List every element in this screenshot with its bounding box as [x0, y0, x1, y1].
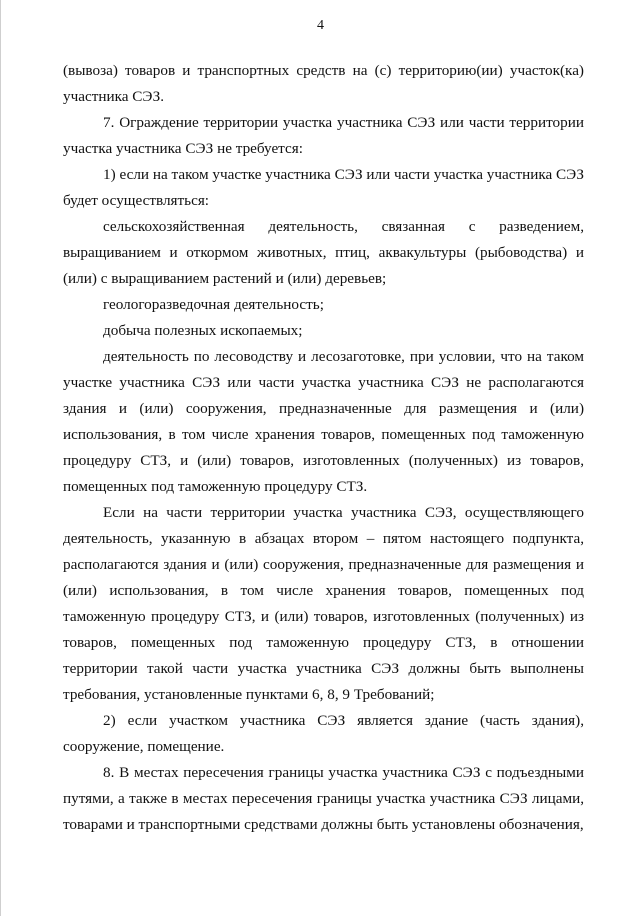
- paragraph-subitem-1: 1) если на таком участке участника СЭЗ или части участка участника СЭЗ будет осуществляться:: [63, 166, 584, 209]
- paragraph-agriculture: сельскохозяйственная деятельность, связанная с разведением, выращиванием и откормом животных, птиц, аквакультуры (рыбоводства) и (или) с выращиванием растений и (или) деревьев;: [63, 218, 584, 287]
- paragraph-geology: геологоразведочная деятельность;: [103, 296, 324, 313]
- paragraph-item-8: 8. В местах пересечения границы участка участника СЭЗ с подъездными путями, а также в местах пересечения границы участка участника СЭЗ лицами, товарами и транспортными средствами должны быть установлены обозначения,: [63, 764, 584, 833]
- paragraph-continuation: (вывоза) товаров и транспортных средств на (с) территорию(ии) участок(ка) участника СЭЗ.: [63, 62, 584, 105]
- paragraph-subitem-2: 2) если участком участника СЭЗ является здание (часть здания), сооружение, помещение.: [63, 712, 584, 755]
- paragraph-mining: добыча полезных ископаемых;: [103, 322, 303, 339]
- paragraph-forestry: деятельность по лесоводству и лесозаготовке, при условии, что на таком участке участника СЭЗ или части участка участника СЭЗ не располагаются здания и (или) сооружения, предназначенные для размещения и (или) использования, в том числе хранения товаров, помещенных под таможенную процедуру СТЗ, и (или) товаров, изготовленных (полученных) из товаров, помещенных под таможенную процедуру СТЗ.: [63, 348, 584, 495]
- paragraph-if-part: Если на части территории участка участника СЭЗ, осуществляющего деятельность, указанную в абзацах втором – пятом настоящего подпункта, располагаются здания и (или) сооружения, предназначенные для размещения и (или) использования, в том числе хранения товаров, помещенных под таможенную процедуру СТЗ, и (или) товаров, изготовленных (полученных) из товаров, помещенных под таможенную процедуру СТЗ, в отношении территории такой части участка участника СЭЗ должны быть выполнены требования, установленные пунктами 6, 8, 9 Требований;: [63, 504, 584, 703]
- page-number: 4: [317, 18, 324, 33]
- paragraph-item-7: 7. Ограждение территории участка участника СЭЗ или части территории участка участника СЭЗ не требуется:: [63, 114, 584, 157]
- document-body: [63, 58, 584, 838]
